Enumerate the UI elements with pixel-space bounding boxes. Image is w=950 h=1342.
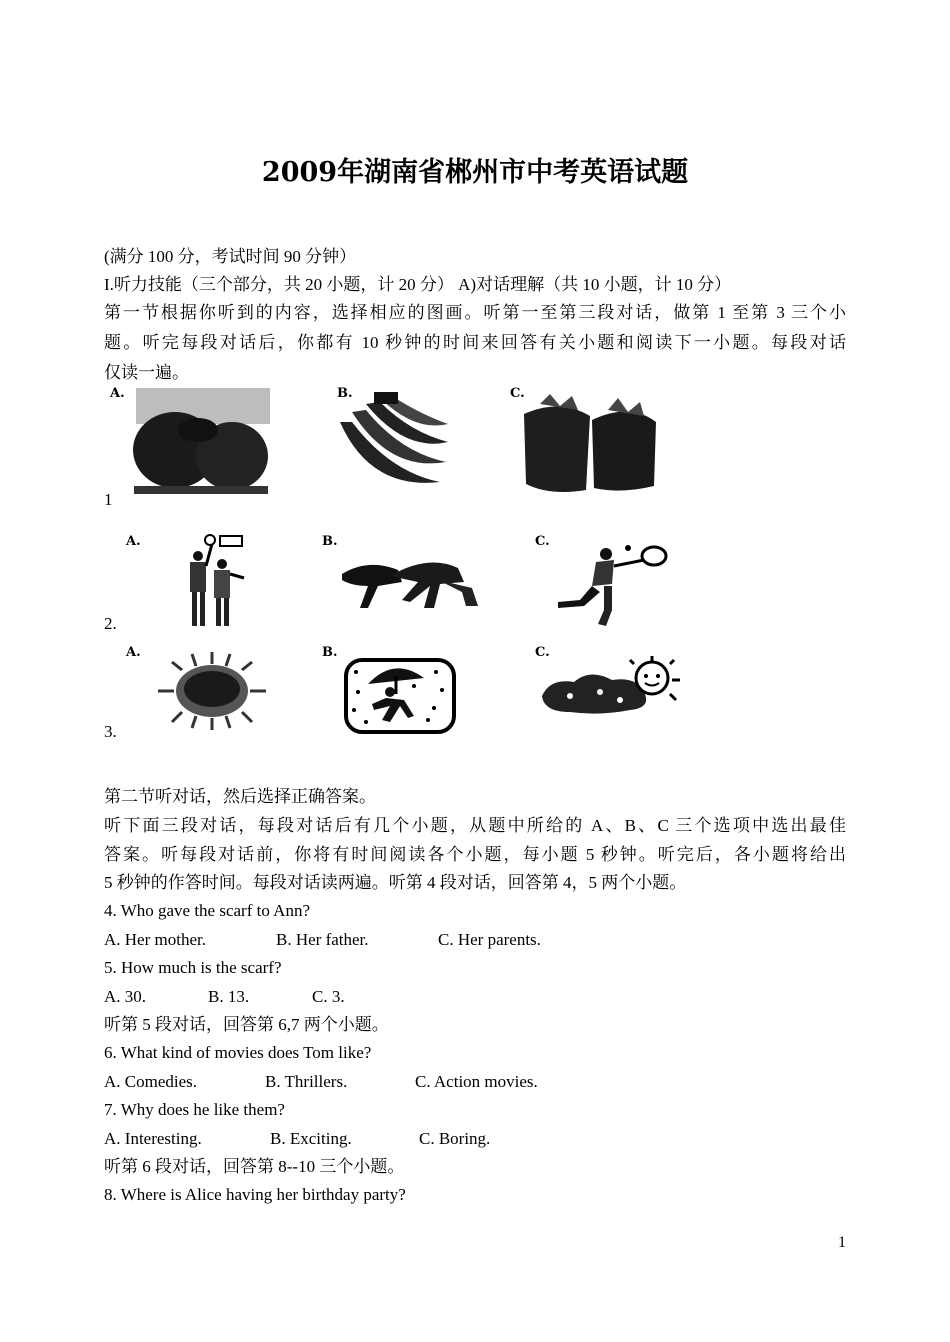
option-b: B. Exciting. [270, 1129, 352, 1148]
strawberries-picture [520, 394, 660, 496]
apples-picture [130, 388, 272, 496]
tennis-picture [552, 540, 670, 628]
option-label: B. [337, 386, 353, 401]
option-label: A. [126, 645, 141, 660]
option-c: C. 3. [312, 987, 345, 1006]
question-number: 1 [104, 490, 113, 509]
option-b: B. Thrillers. [265, 1072, 348, 1091]
option-c: C. Action movies. [415, 1072, 538, 1091]
option-label: B. [322, 534, 338, 549]
instruction-line: 5 秒钟的作答时间。每段对话读两遍。听第 4 段对话，回答第 4，5 两个小题。 [104, 873, 687, 892]
section-heading: I.听力技能（三个部分，共 20 小题，计 20 分） A)对话理解（共 10 小题，计 10 分） [104, 275, 732, 294]
option-c: C. Her parents. [438, 930, 541, 949]
option-c: C. Boring. [419, 1129, 491, 1148]
question-text: 7. Why does he like them? [104, 1100, 285, 1119]
dialogue-note: 听第 5 段对话，回答第 6,7 两个小题。 [104, 1015, 389, 1034]
option-label: A. [126, 534, 141, 549]
question-number: 3. [104, 722, 117, 741]
option-b: B. Her father. [276, 930, 369, 949]
page-title: 2009年湖南省郴州市中考英语试题 [261, 157, 689, 188]
instruction-line: 第一节根据你听到的内容，选择相应的图画。听第一至第三段对话，做第 1 至第 3 三个小 [104, 303, 846, 322]
instruction-line: 仅读一遍。 [104, 363, 189, 382]
question-number: 2. [104, 614, 117, 633]
option-label: A. [110, 386, 125, 401]
dialogue-note: 听第 6 段对话，回答第 8--10 三个小题。 [104, 1157, 405, 1176]
option-a: A. Her mother. [104, 930, 206, 949]
instruction-line: 听下面三段对话，每段对话后有几个小题，从题中所给的 A、B、C 三个选项中选出最佳 [104, 816, 846, 835]
option-label: C. [510, 386, 525, 401]
bananas-picture [330, 392, 450, 492]
question-text: 5. How much is the scarf? [104, 958, 282, 977]
question-text: 6. What kind of movies does Tom like? [104, 1043, 372, 1062]
cloudy-picture [540, 656, 682, 716]
question-text: 4. Who gave the scarf to Ann? [104, 901, 310, 920]
instruction-line: 题。听完每段对话后，你都有 10 秒钟的时间来回答有关小题和阅读下一小题。每段对话 [104, 333, 846, 352]
part2-heading: 第二节听对话，然后选择正确答案。 [104, 787, 376, 806]
rainy-picture [344, 658, 456, 734]
option-a: A. Comedies. [104, 1072, 198, 1091]
option-b: B. 13. [208, 987, 250, 1006]
option-a: A. 30. [104, 987, 147, 1006]
option-a: A. Interesting. [104, 1129, 202, 1148]
option-label: C. [535, 534, 550, 549]
page-number: 1 [838, 1234, 846, 1251]
instruction-line: 答案。听每段对话前，你将有时间阅读各个小题，每小题 5 秒钟。听完后，各小题将给出 [104, 845, 846, 864]
option-label: C. [535, 645, 550, 660]
score-note: (满分 100 分，考试时间 90 分钟） [104, 247, 357, 266]
skating-picture [338, 552, 480, 612]
option-label: B. [322, 645, 338, 660]
basketball-picture [178, 534, 248, 630]
question-text: 8. Where is Alice having her birthday party? [104, 1185, 406, 1204]
sunny-picture [154, 650, 270, 732]
